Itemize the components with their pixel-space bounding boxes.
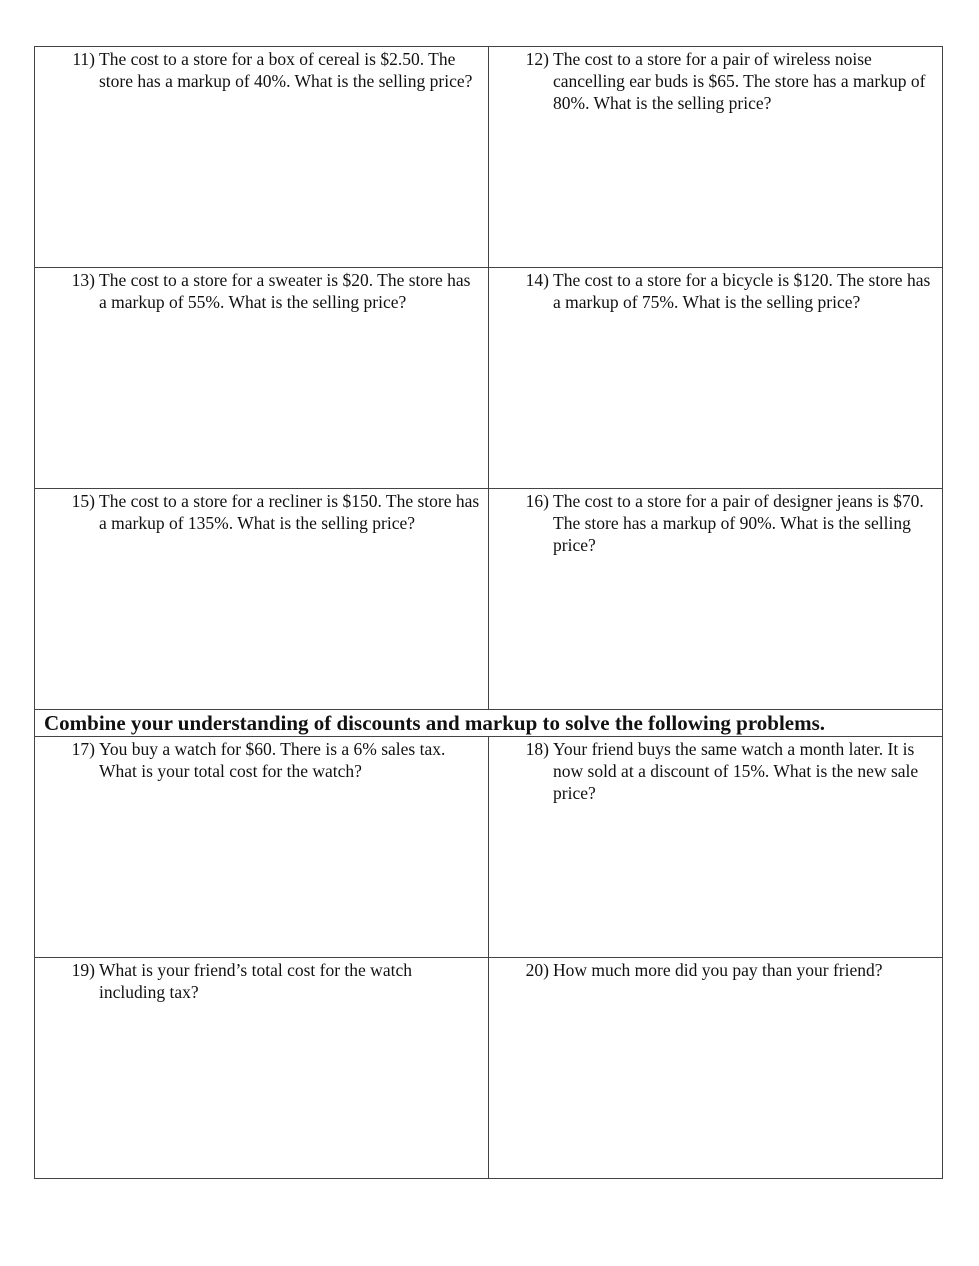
problem-text: You buy a watch for $60. There is a 6% sales tax. What is your total cost for the watch? xyxy=(99,739,446,781)
problem-14 xyxy=(489,268,942,313)
section-header: Combine your understanding of discounts and markup to solve the following problems. xyxy=(35,710,943,737)
problem-number: 12) xyxy=(525,49,549,69)
problem-cell-17 xyxy=(35,737,489,958)
worksheet xyxy=(34,46,943,1179)
problem-table xyxy=(34,46,943,1179)
problem-number: 17) xyxy=(71,739,95,759)
problem-15 xyxy=(35,489,488,534)
problem-16 xyxy=(489,489,942,556)
problem-cell-15 xyxy=(35,489,489,710)
problem-13 xyxy=(35,268,488,313)
problem-cell-11 xyxy=(35,47,489,268)
problem-11 xyxy=(35,47,488,92)
problem-text: How much more did you pay than your friend? xyxy=(553,960,883,980)
problem-cell-20 xyxy=(489,958,943,1179)
problem-number: 15) xyxy=(71,491,95,511)
problem-19 xyxy=(35,958,488,1003)
problem-number: 11) xyxy=(72,49,95,69)
problem-cell-16 xyxy=(489,489,943,710)
problem-12 xyxy=(489,47,942,114)
problem-cell-13 xyxy=(35,268,489,489)
problem-number: 19) xyxy=(71,960,95,980)
problem-number: 16) xyxy=(525,491,549,511)
problem-text: The cost to a store for a sweater is $20. The store has a markup of 55%. What is the selling price? xyxy=(99,270,471,312)
problem-text: Your friend buys the same watch a month later. It is now sold at a discount of 15%. What is the new sale price? xyxy=(553,739,919,803)
problem-text: The cost to a store for a recliner is $150. The store has a markup of 135%. What is the selling price? xyxy=(99,491,480,533)
problem-number: 13) xyxy=(71,270,95,290)
problem-text: What is your friend’s total cost for the watch including tax? xyxy=(99,960,412,1002)
problem-number: 20) xyxy=(525,960,549,980)
problem-20 xyxy=(489,958,942,981)
problem-cell-12 xyxy=(489,47,943,268)
problem-text: The cost to a store for a pair of designer jeans is $70. The store has a markup of 90%. What is the selling price? xyxy=(553,491,924,555)
problem-cell-14 xyxy=(489,268,943,489)
problem-17 xyxy=(35,737,488,782)
problem-number: 18) xyxy=(525,739,549,759)
problem-text: The cost to a store for a box of cereal is $2.50. The store has a markup of 40%. What is the selling price? xyxy=(99,49,473,91)
problem-text: The cost to a store for a pair of wireless noise cancelling ear buds is $65. The store has a markup of 80%. What is the selling price? xyxy=(553,49,926,113)
problem-text: The cost to a store for a bicycle is $120. The store has a markup of 75%. What is the selling price? xyxy=(553,270,931,312)
problem-18 xyxy=(489,737,942,804)
problem-number: 14) xyxy=(525,270,549,290)
problem-cell-18 xyxy=(489,737,943,958)
problem-cell-19 xyxy=(35,958,489,1179)
